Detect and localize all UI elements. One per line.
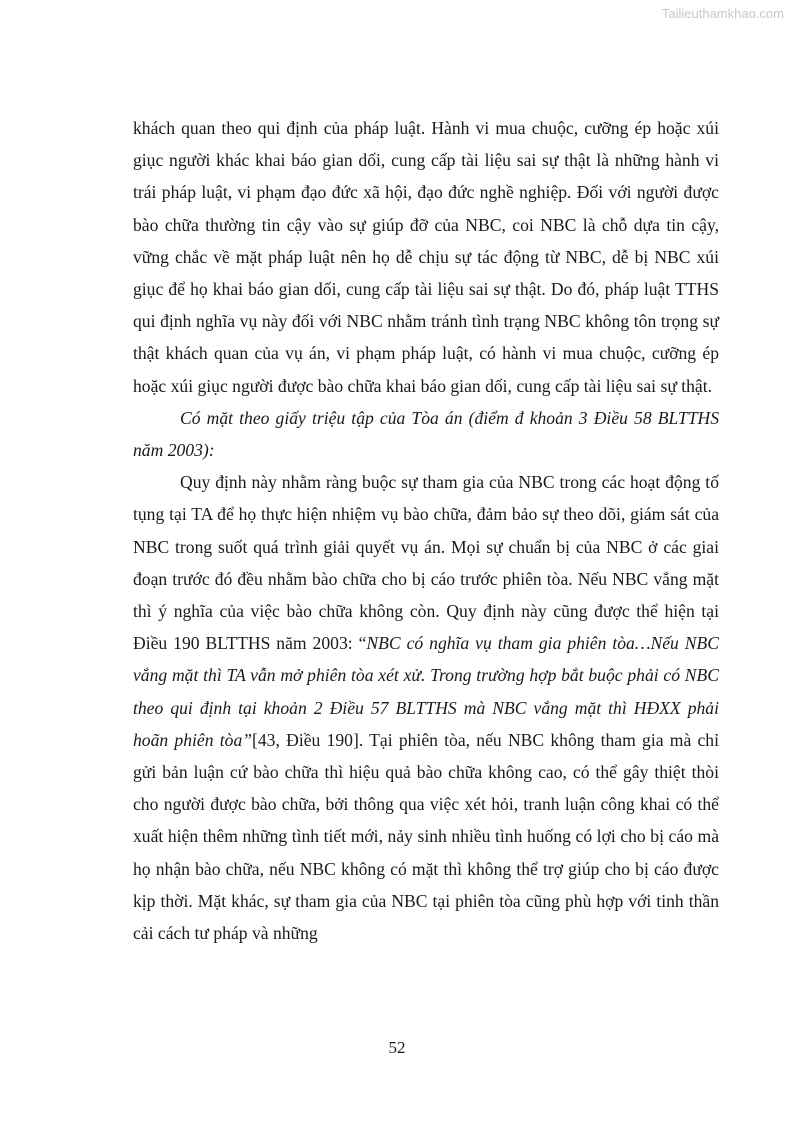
page-number: 52 (388, 1038, 406, 1057)
paragraph-2-rest: [43, Điều 190]. Tại phiên tòa, nếu NBC không tham gia mà chỉ gửi bản luận cứ bào chữa thì hiệu quả bào chữa không cao, có thể gây thiệt thòi cho người được bào chữa, bởi thông qua việc xét hỏi, tranh luận công khai có thể xuất hiện thêm những tình tiết mới, nảy sinh nhiều tình huống có lợi cho bị cáo mà họ nhận bào chữa, nếu NBC không có mặt thì không thể trợ giúp cho bị cáo được kịp thời. Mặt khác, sự tham gia của NBC tại phiên tòa cũng phù hợp với tinh thần cải cách tư pháp và những (133, 729, 719, 944)
paragraph-1: khách quan theo qui định của pháp luật. Hành vi mua chuộc, cưỡng ép hoặc xúi giục người khác khai báo gian dối, cung cấp tài liệu sai sự thật là những hành vi trái pháp luật, vi phạm đạo đức xã hội, đạo đức nghề nghiệp. Đối với người được bào chữa thường tin cậy vào sự giúp đỡ của NBC, coi NBC là chỗ dựa tin cậy, vững chắc về mặt pháp luật nên họ dễ chịu sự tác động từ NBC, dễ bị NBC xúi giục để họ khai báo gian dối, cung cấp tài liệu sai sự thật. Do đó, pháp luật TTHS qui định nghĩa vụ này đối với NBC nhằm tránh tình trạng NBC không tôn trọng sự thật khách quan của vụ án, vi phạm pháp luật, có hành vi mua chuộc, cưỡng ép hoặc xúi giục người được bào chữa khai báo gian dối, cung cấp tài liệu sai sự thật. (133, 118, 719, 396)
watermark-text: Tailieuthamkhao.com (661, 6, 784, 21)
paragraph-2-quote: NBC có nghĩa vụ tham gia phiên tòa…Nếu NBC vắng mặt thì TA vẫn mở phiên tòa xét xử. Trong trường hợp bắt buộc phải có NBC theo qui định tại khoản 2 Điều 57 BLTTHS mà NBC vắng mặt thì HĐXX phải hoãn phiên tòa” (133, 633, 719, 750)
paragraph-2-text: Quy định này nhằm ràng buộc sự tham gia của NBC trong các hoạt động tố tụng tại TA để họ thực hiện nhiệm vụ bào chữa, đảm bảo sự theo dõi, giám sát của NBC trong suốt quá trình giải quyết vụ án. Mọi sự chuẩn bị của NBC ở các giai đoạn trước đó đều nhằm bào chữa cho bị cáo trước phiên tòa. Nếu NBC vắng mặt thì ý nghĩa của việc bào chữa không còn. Quy định này cũng được thể hiện tại Điều 190 BLTTHS năm 2003: “ (133, 472, 719, 654)
paragraph-2 (133, 466, 719, 949)
document-body (133, 112, 719, 949)
section-heading: Có mặt theo giấy triệu tập của Tòa án (điểm đ khoản 3 Điều 58 BLTTHS năm 2003): (133, 407, 719, 461)
